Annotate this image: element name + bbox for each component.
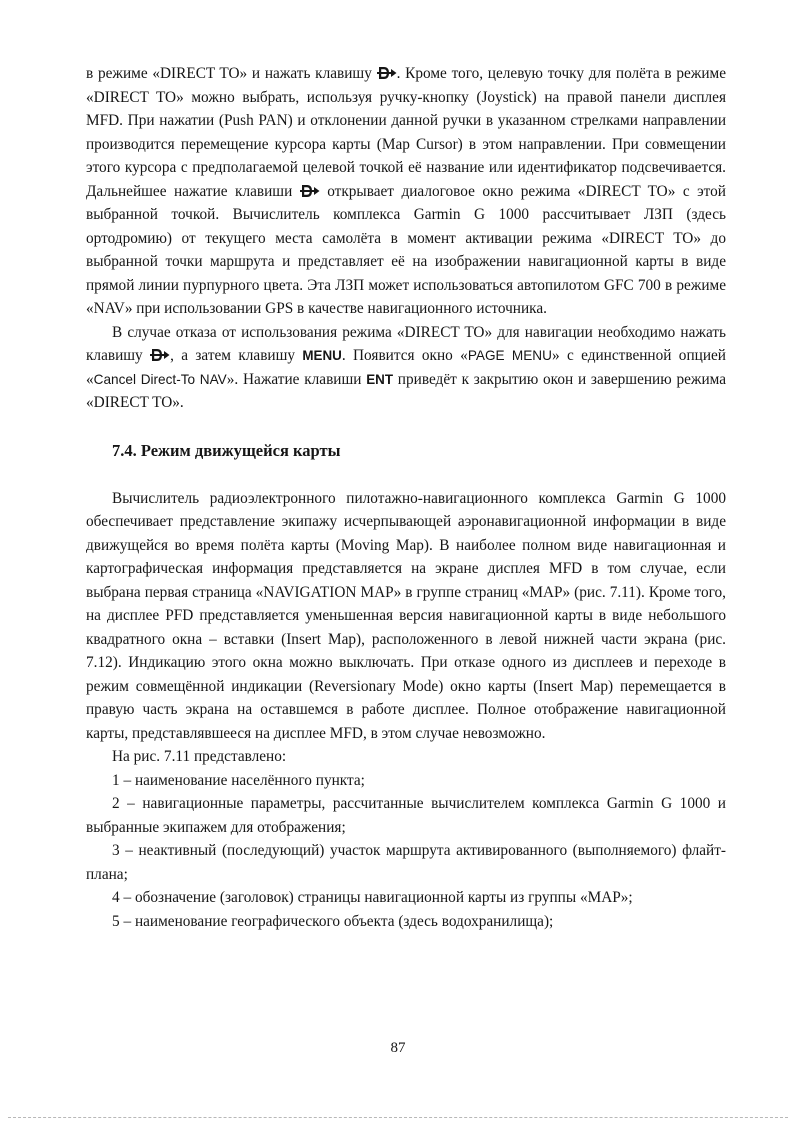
scan-edge-divider (8, 1117, 788, 1119)
list-item: 1 – наименование населённого пункта; (112, 771, 365, 789)
list-intro: На рис. 7.11 представлено: (112, 748, 287, 765)
cancel-direct-to-option: Cancel Direct-To NAV (93, 371, 227, 387)
heading-block (86, 415, 726, 487)
page-menu-label: PAGE MENU (467, 348, 552, 363)
page-number: 87 (390, 1040, 406, 1056)
list-item: 3 – неактивный (последующий) участок маршрута активированного (выполняемого) флайт-плана; (86, 842, 726, 883)
paragraph-direct-to-cursor: в режиме «DIRECT TO» и нажать клавишу . Кроме того, целевую точку для полёта в режиме «DIRECT TO» можно выбрать, используя ручку-кнопку (Joystick) на правой панели дисплея MFD. При нажатии (Push PAN) и отклонении данной ручки в указанном стрелками направлении производится перемещение курсора карты (Map Cursor) в этом направлении. При совмещении этого курсора с предполагаемой целевой точкой её название или идентификатор подсвечивается. Дальнейшее нажатие клавиши открывает диалоговое окно режима «DIRECT TO» с этой выбранной точкой. Вычислитель комплекса Garmin G 1000 рассчитывает ЛЗП (здесь ортодромию) от текущего места самолёта в момент активации режима «DIRECT TO» до выбранной точки маршрута и представляет её на изображении навигационной карты в виде прямой линии пурпурного цвета. Эта ЛЗП может использоваться автопилотом GFC 700 в режиме «NAV» при использовании GPS в качестве навигационного источника. (86, 65, 726, 317)
direct-to-icon (150, 348, 170, 362)
menu-key-label: MENU (302, 348, 342, 363)
list-item: 4 – обозначение (заголовок) страницы навигационной карты из группы «MAP»; (112, 889, 633, 906)
direct-to-icon (377, 66, 397, 80)
list-item: 5 – наименование географического объекта (здесь водохранилища); (112, 912, 554, 930)
document-page (86, 62, 726, 933)
paragraph-cancel-direct-to: В случае отказа от использования режима «DIRECT TO» для навигации необходимо нажать клавишу , а затем клавишу MENU. Появится окно «PAGE MENU» с единственной опцией «Cancel Direct-To NAV». Нажатие клавиши ENT приведёт к закрытию окон и завершению режима «DIRECT TO». (86, 323, 727, 411)
paragraph-moving-map: Вычислитель радиоэлектронного пилотажно-навигационного комплекса Garmin G 1000 обеспечивает представление экипажу исчерпывающей аэронавигационной информации в виде движущейся во время полёта карты (Moving Map). В наиболее полном виде навигационная и картографическая информация представляется на экране дисплея MFD в том случае, если выбрана первая страница «NAVIGATION MAP» в группе страниц «MAP» (рис. 7.11). Кроме того, на дисплее PFD представляется уменьшенная версия навигационной карты в виде небольшого квадратного окна – вставки (Insert Map), расположенного в левой нижней части экрана (рис. 7.12). Индикацию этого окна можно выключать. При отказе одного из дисплеев и переходе в режим совмещённой индикации (Reversionary Mode) окно карты (Insert Map) перемещается в правую часть экрана на оставшемся в работе дисплее. Полное отображение навигационной карты, представлявшееся на дисплее MFD, в этом случае невозможно. (86, 489, 726, 742)
ent-key-label: ENT (366, 371, 394, 387)
section-heading: 7.4. Режим движущейся карты (112, 440, 341, 460)
direct-to-icon (300, 184, 320, 198)
list-item: 2 – навигационные параметры, рассчитанные вычислителем комплекса Garmin G 1000 и выбранные экипажем для отображения; (86, 795, 726, 836)
